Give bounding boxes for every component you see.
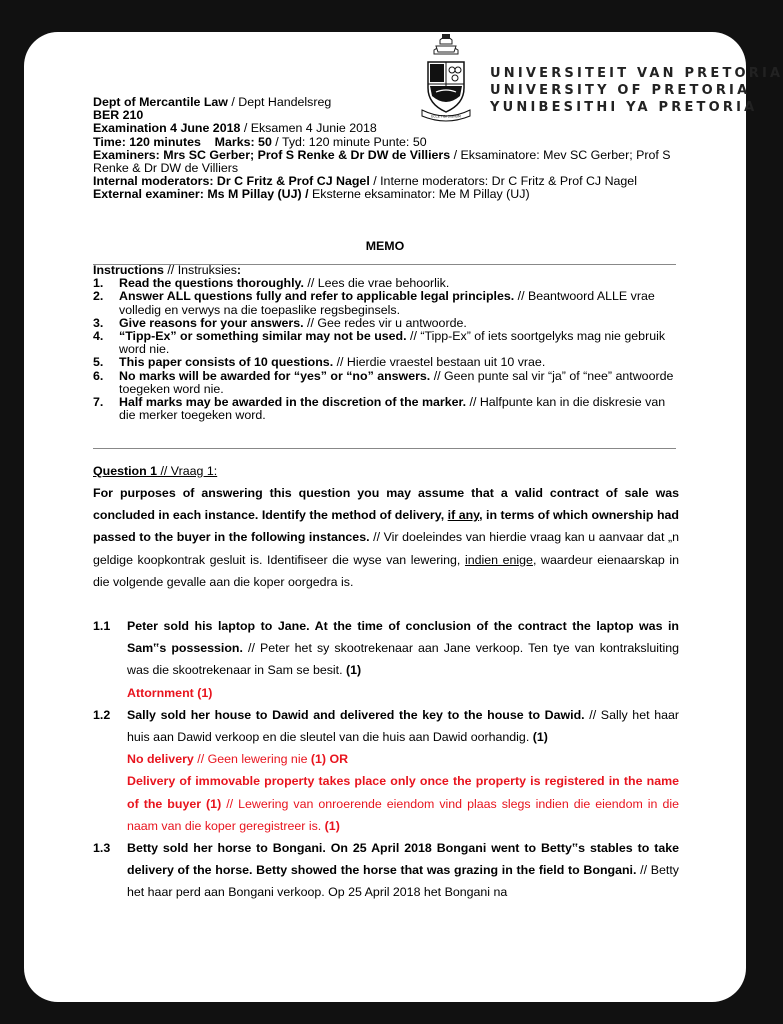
exam-date-line: Examination 4 June 2018 / Eksamen 4 Junie 2018 — [93, 121, 377, 136]
question-1-title: Question 1 // Vraag 1: — [93, 464, 218, 478]
instructions-block — [93, 264, 678, 422]
memo-title: MEMO — [365, 239, 405, 253]
instruction-item: 1. Read the questions thoroughly. // Lees die vrae behoorlik. — [93, 276, 450, 291]
university-name-afrikaans: UNIVERSITEIT VAN PRETORIA — [490, 66, 783, 81]
question-item-1-3: 1.3 Betty sold her horse to Bongani. On 25 April 2018 Bongani went to Betty‟s stables to take delivery of the horse. Betty showed the horse that was grazing in the field to Bongani. // Betty het haar perd aan Bongani verkoop. Op 25 April 2018 het Bongani na — [93, 841, 679, 900]
course-code: BER 210 — [93, 108, 144, 123]
instruction-item: 3. Give reasons for your answers. // Gee redes vir u antwoorde. — [93, 315, 467, 330]
question-item-1-1: 1.1 Peter sold his laptop to Jane. At the time of conclusion of the contract the laptop was in Sam‟s possession. // Peter het sy skootrekenaar aan Jane verkoop. Ten tye van kontraksluiting was die skootrekenaar in Sam se besit. (1) Attornment (1) — [93, 615, 679, 704]
instruction-item: 4. “Tipp-Ex” or something similar may not be used. // “Tipp-Ex” of iets soortgelyks mag nie gebruik word nie. — [93, 329, 666, 357]
instruction-item: 7. Half marks may be awarded in the discretion of the marker. // Halfpunte kan in die diskresie van die merker toegeken word. — [93, 395, 666, 423]
time-marks-line: Time: 120 minutes Marks: 50 / Tyd: 120 minute Punte: 50 — [93, 134, 427, 149]
question-1-section — [93, 464, 679, 904]
document-page — [24, 32, 783, 1002]
answer-1-2b: Delivery of immovable property takes place only once the property is registered in the name of the buyer (1) // Lewering van onroerende eiendom vind plaas slegs indien die eiendom in die naam van die koper geregistreer is. (1) — [127, 774, 679, 833]
instructions-heading: Instructions // Instruksies: — [93, 263, 242, 277]
department-line: Dept of Mercantile Law / Dept Handelsreg — [93, 95, 332, 109]
question-item-1-2: 1.2 Sally sold her house to Dawid and delivered the key to the house to Dawid. // Sally het haar huis aan Dawid verkoop en die sleutel van die huis aan Dawid oorhandig. (1) No delivery // Geen lewering nie (1) OR Delivery of immovable property takes place only once the property is registered in the name of the buyer (1) // Lewering van onroerende eiendom vind plaas slegs indien die eiendom in die naam van die koper geregistreer is. (1) — [93, 704, 679, 837]
exam-header — [93, 96, 693, 202]
external-examiner-line: External examiner: Ms M Pillay (UJ) / Eksterne eksaminator: Me M Pillay (UJ) — [93, 187, 530, 202]
instruction-item: 5. This paper consists of 10 questions. // Hierdie vraestel bestaan uit 10 vrae. — [93, 355, 546, 370]
university-name-sepedi: YUNIBESITHI YA PRETORIA — [490, 100, 758, 115]
examiners-line: Examiners: Mrs SC Gerber; Prof S Renke & Dr DW de Villiers / Eksaminatore: Mev SC Gerber; Prof S Renke & Dr DW de Villiers — [93, 147, 671, 176]
divider-bottom — [93, 448, 676, 449]
internal-moderators-line: Internal moderators: Dr C Fritz & Prof CJ Nagel / Interne moderators: Dr C Fritz & Prof CJ Nagel — [93, 174, 637, 189]
university-name-english: UNIVERSITY OF PRETORIA — [490, 83, 751, 98]
instruction-item: 6. No marks will be awarded for “yes” or “no” answers. // Geen punte sal vir “ja” of “nee” antwoorde toegeken word nie. — [93, 368, 674, 396]
instruction-item: 2. Answer ALL questions fully and refer to applicable legal principles. // Beantwoord ALLE vrae volledig en verwys na die toepaslike regsbeginsels. — [93, 289, 655, 317]
svg-text:ECCE TIBI SIGNUM: ECCE TIBI SIGNUM — [431, 114, 461, 119]
answer-1-1: Attornment (1) — [127, 685, 213, 700]
question-1-intro: For purposes of answering this question you may assume that a valid contract of sale was concluded in each instance. Identify the method of delivery, if any, in terms of which ownership had passed to the buyer in the following instances. // Vir doeleindes van hierdie vraag kan u aanvaar dat „n geldige koopkontrak gesluit is. Identifiseer die wyse van lewering, indien enige, waardeur eienaarskap in die volgende gevalle aan die koper oorgedra is. — [93, 486, 680, 589]
answer-1-2a: No delivery // Geen lewering nie (1) OR — [127, 752, 349, 767]
